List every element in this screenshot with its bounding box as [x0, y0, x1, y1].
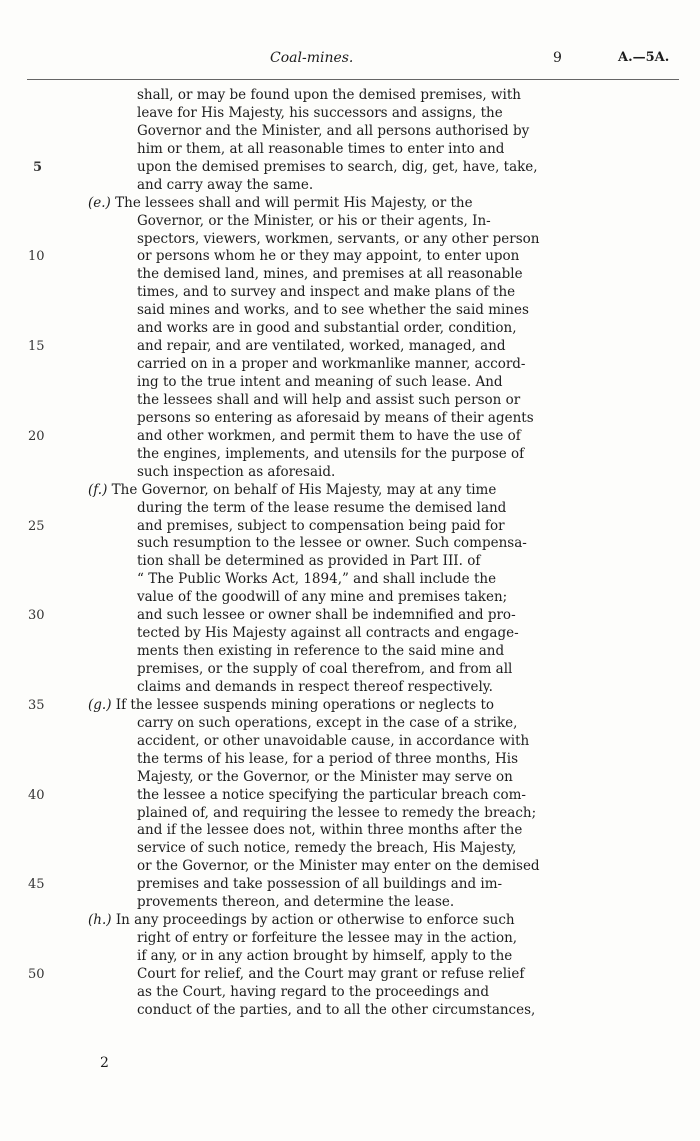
line-content: him or them, at all reasonable times to enter into and — [137, 140, 505, 157]
text-line — [0, 302, 700, 320]
text-line — [0, 500, 700, 518]
text-line — [0, 464, 700, 482]
line-content: right of entry or forfeiture the lessee may in the action, — [137, 930, 518, 947]
line-text — [137, 374, 503, 392]
line-content: ing to the true intent and meaning of such lease. And — [137, 374, 503, 390]
text-line — [0, 589, 700, 607]
line-content: or persons whom he or they may appoint, to enter upon — [137, 248, 520, 265]
line-content: and carry away the same. — [137, 176, 314, 193]
text-line — [0, 894, 700, 912]
line-number: 50 — [28, 966, 45, 982]
line-text — [137, 213, 491, 231]
text-line — [0, 213, 700, 231]
line-text — [137, 948, 512, 966]
text-line — [0, 535, 700, 553]
line-text — [137, 858, 540, 876]
line-text — [137, 266, 523, 284]
line-content: and premises, subject to compensation being paid for — [137, 517, 505, 534]
line-text — [137, 302, 529, 320]
clause-label: (e.) — [88, 194, 111, 211]
line-text — [137, 607, 516, 625]
line-content: the lessee a notice specifying the particular breach com- — [137, 786, 526, 803]
line-content: carried on in a proper and workmanlike manner, accord- — [137, 356, 526, 373]
line-content: during the term of the lease resume the demised land — [137, 499, 507, 516]
line-content: spectors, viewers, workmen, servants, or any other person — [137, 230, 540, 247]
line-content: if any, or in any action brought by himself, apply to the — [137, 948, 513, 964]
text-line — [0, 410, 700, 428]
text-line — [0, 159, 700, 177]
line-content: and other workmen, and permit them to have the use of — [137, 427, 521, 444]
running-header — [0, 50, 700, 70]
text-line — [0, 607, 700, 625]
line-number: 10 — [28, 249, 45, 265]
line-text — [137, 876, 502, 894]
line-content: the terms of his lease, for a period of three months, His — [137, 750, 518, 767]
line-text — [88, 195, 473, 213]
line-content: service of such notice, remedy the breach, His Majesty, — [137, 840, 517, 857]
line-content: persons so entering as aforesaid by means of their agents — [137, 409, 534, 426]
text-line — [0, 518, 700, 536]
text-line — [0, 733, 700, 751]
line-content: the engines, implements, and utensils for the purpose of — [137, 445, 525, 462]
document-reference: A.—5A. — [618, 50, 670, 65]
line-content: times, and to survey and inspect and make plans of the — [137, 284, 516, 301]
text-line — [0, 876, 700, 894]
line-text — [137, 715, 517, 733]
line-text — [137, 679, 493, 697]
line-content: tected by His Majesty against all contracts and engage- — [137, 625, 519, 642]
text-line — [0, 966, 700, 984]
text-line — [0, 858, 700, 876]
line-content: leave for His Majesty, his successors and assigns, the — [137, 104, 503, 121]
line-text — [137, 822, 522, 840]
text-line — [0, 231, 700, 249]
line-text — [137, 284, 515, 302]
text-line — [0, 697, 700, 715]
text-line — [0, 625, 700, 643]
line-content: such resumption to the lessee or owner. Such compensa- — [137, 535, 527, 552]
line-text — [137, 661, 512, 679]
line-content: upon the demised premises to search, dig, get, have, take, — [137, 158, 538, 175]
page-number: 9 — [553, 50, 562, 66]
line-content: carry on such operations, except in the case of a strike, — [137, 714, 518, 731]
text-line — [0, 571, 700, 589]
line-text — [137, 500, 506, 518]
line-number: 45 — [28, 877, 45, 893]
text-line — [0, 553, 700, 571]
text-line — [0, 392, 700, 410]
text-line — [0, 822, 700, 840]
line-text — [137, 338, 506, 356]
line-text — [137, 141, 504, 159]
line-text — [137, 248, 519, 266]
line-content: tion shall be determined as provided in Part III. of — [137, 553, 481, 570]
line-content: as the Court, having regard to the proceedings and — [137, 983, 490, 1000]
line-text — [88, 912, 515, 930]
line-number: 15 — [28, 339, 45, 355]
line-content: accident, or other unavoidable cause, in accordance with — [137, 732, 530, 749]
line-text — [137, 787, 526, 805]
line-text — [137, 894, 454, 912]
line-number: 35 — [28, 697, 45, 713]
line-content: value of the goodwill of any mine and premises taken; — [137, 589, 508, 606]
line-text — [88, 697, 494, 715]
text-line — [0, 195, 700, 213]
line-content: Court for relief, and the Court may grant or refuse relief — [137, 965, 525, 982]
line-content: Governor, or the Minister, or his or their agents, In- — [137, 212, 491, 229]
line-content: premises, or the supply of coal therefrom, and from all — [137, 661, 513, 677]
text-line — [0, 751, 700, 769]
line-text — [137, 320, 517, 338]
text-line — [0, 374, 700, 392]
text-line — [0, 105, 700, 123]
line-text — [137, 840, 516, 858]
line-text — [137, 966, 524, 984]
text-line — [0, 840, 700, 858]
text-line — [0, 482, 700, 500]
text-line — [0, 284, 700, 302]
line-text — [137, 428, 521, 446]
text-line — [0, 715, 700, 733]
line-content: and works are in good and substantial order, condition, — [137, 320, 517, 337]
line-content: provements thereon, and determine the lease. — [137, 894, 455, 911]
text-line — [0, 141, 700, 159]
line-text — [137, 159, 538, 177]
line-text — [137, 535, 527, 553]
text-line — [0, 805, 700, 823]
clause-label: (g.) — [88, 696, 112, 713]
line-content: the lessees shall and will help and assist such person or — [137, 391, 521, 408]
line-number: 5 — [33, 159, 43, 175]
line-content: Majesty, or the Governor, or the Minister may serve on — [137, 768, 513, 785]
line-text — [137, 553, 480, 571]
line-text — [137, 769, 513, 787]
document-body — [0, 87, 700, 1020]
text-line — [0, 446, 700, 464]
line-text — [137, 1002, 535, 1020]
line-content: and such lessee or owner shall be indemnified and pro- — [137, 607, 516, 624]
text-line — [0, 123, 700, 141]
line-content: and if the lessee does not, within three months after the — [137, 822, 523, 839]
line-text — [137, 643, 504, 661]
line-content: such inspection as aforesaid. — [137, 463, 336, 480]
text-line — [0, 428, 700, 446]
line-text — [137, 464, 335, 482]
clause-label: (h.) — [88, 912, 112, 929]
text-line — [0, 661, 700, 679]
line-number: 25 — [28, 518, 45, 534]
text-line — [0, 1002, 700, 1020]
clause-label: (f.) — [88, 481, 108, 498]
signature-mark: 2 — [100, 1055, 109, 1071]
text-line — [0, 320, 700, 338]
text-line — [0, 679, 700, 697]
line-text — [137, 518, 505, 536]
text-line — [0, 930, 700, 948]
line-content: said mines and works, and to see whether the said mines — [137, 302, 529, 319]
line-content: or the Governor, or the Minister may enter on the demised — [137, 858, 540, 875]
text-line — [0, 643, 700, 661]
line-text — [88, 482, 496, 500]
text-line — [0, 912, 700, 930]
line-content: ments then existing in reference to the said mine and — [137, 643, 505, 660]
line-content: plained of, and requiring the lessee to remedy the breach; — [137, 804, 537, 821]
line-text — [137, 571, 496, 589]
line-content: premises and take possession of all buildings and im- — [137, 876, 503, 893]
line-number: 40 — [28, 787, 45, 803]
line-number: 20 — [28, 428, 45, 444]
header-rule — [27, 79, 679, 80]
line-text — [137, 733, 529, 751]
line-content: In any proceedings by action or otherwise to enforce such — [111, 912, 515, 929]
line-content: conduct of the parties, and to all the other circumstances, — [137, 1001, 536, 1018]
line-content: shall, or may be found upon the demised premises, with — [137, 87, 521, 103]
line-text — [137, 177, 313, 195]
line-text — [137, 589, 507, 607]
text-line — [0, 177, 700, 195]
text-line — [0, 948, 700, 966]
line-content: the demised land, mines, and premises at all reasonable — [137, 266, 523, 283]
line-content: claims and demands in respect thereof respectively. — [137, 678, 493, 695]
line-text — [137, 446, 524, 464]
line-content: If the lessee suspends mining operations or neglects to — [111, 696, 495, 713]
text-line — [0, 356, 700, 374]
text-line — [0, 87, 700, 105]
text-line — [0, 984, 700, 1002]
text-line — [0, 769, 700, 787]
text-line — [0, 266, 700, 284]
line-text — [137, 356, 525, 374]
line-text — [137, 930, 517, 948]
line-text — [137, 625, 519, 643]
text-line — [0, 338, 700, 356]
text-line — [0, 787, 700, 805]
text-line — [0, 248, 700, 266]
line-text — [137, 123, 529, 141]
line-content: The Governor, on behalf of His Majesty, may at any time — [107, 481, 497, 498]
line-text — [137, 751, 518, 769]
line-number: 30 — [28, 608, 45, 624]
line-content: Governor and the Minister, and all persons authorised by — [137, 122, 530, 139]
line-text — [137, 392, 520, 410]
line-content: The lessees shall and will permit His Majesty, or the — [110, 194, 473, 211]
line-text — [137, 87, 521, 105]
line-text — [137, 231, 540, 249]
line-text — [137, 105, 503, 123]
line-text — [137, 984, 489, 1002]
line-content: “ The Public Works Act, 1894,” and shall include the — [137, 571, 497, 588]
running-title: Coal-mines. — [270, 50, 354, 66]
line-content: and repair, and are ventilated, worked, managed, and — [137, 338, 506, 355]
line-text — [137, 805, 536, 823]
line-text — [137, 410, 534, 428]
